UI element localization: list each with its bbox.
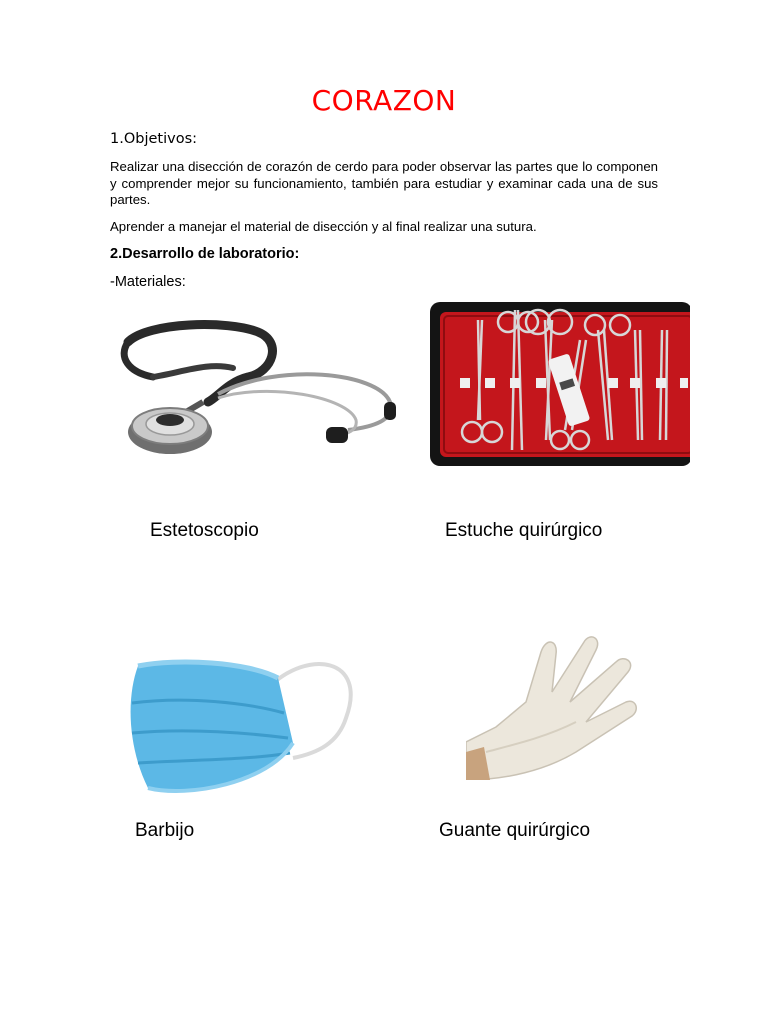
surgical-glove-image xyxy=(466,632,640,780)
objectives-paragraph-2: Aprender a manejar el material de disección y al final realizar una sutura. xyxy=(110,219,537,234)
face-mask-icon xyxy=(118,648,354,806)
objectives-paragraph-1: Realizar una disección de corazón de cerdo para poder observar las partes que lo componen y comprender mejor su funcionamiento, también para estudiar y examinar cada una de sus partes. xyxy=(110,159,658,207)
surgical-glove-icon xyxy=(466,632,640,780)
caption-surgical-glove: Guante quirúrgico xyxy=(439,820,591,841)
materials-label: -Materiales: xyxy=(110,274,186,290)
stethoscope-image xyxy=(108,302,400,492)
objectives-heading: 1.Objetivos: xyxy=(110,131,198,147)
page-title: CORAZON xyxy=(311,84,457,117)
caption-face-mask: Barbijo xyxy=(135,820,195,841)
surgical-kit-image xyxy=(430,300,690,468)
surgical-kit-icon xyxy=(430,300,690,468)
caption-surgical-kit: Estuche quirúrgico xyxy=(445,520,603,541)
stethoscope-icon xyxy=(108,302,400,492)
lab-development-heading: 2.Desarrollo de laboratorio: xyxy=(110,246,300,262)
caption-stethoscope: Estetoscopio xyxy=(150,520,259,541)
face-mask-image xyxy=(118,648,354,806)
